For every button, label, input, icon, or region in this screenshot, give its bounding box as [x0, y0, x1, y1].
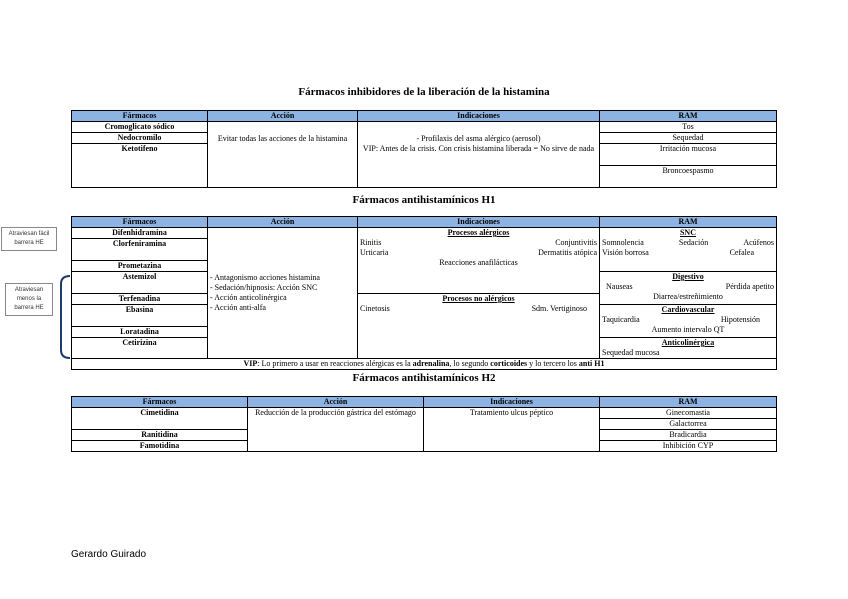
header-farmacos: Fármacos — [72, 397, 248, 408]
vision: Visión borrosa — [602, 248, 649, 257]
accion-cell — [208, 228, 358, 359]
diarrea: Diarrea/estreñimiento — [653, 292, 723, 301]
header-ram: RAM — [600, 397, 777, 408]
accion-line: - Sedación/hipnosis: Acción SNC — [210, 283, 318, 292]
title-h2: Fármacos antihistamínicos H2 — [352, 372, 496, 384]
drug-cell: Ebasina — [72, 305, 208, 327]
drug-cell: Nedocromilo — [72, 133, 208, 144]
cinetosis: Cinetosis — [360, 304, 390, 313]
drug-cell: Ketotifeno — [72, 144, 208, 188]
sequedad: Sequedad mucosa — [602, 348, 660, 357]
digestivo-heading: Digestivo — [672, 272, 704, 281]
drug-cell: Cetirizina — [72, 338, 208, 359]
drug-cell: Prometazina — [72, 261, 208, 272]
indicaciones-cell — [358, 122, 600, 188]
conjuntivitis: Conjuntivitis — [555, 238, 597, 247]
rinitis: Rinitis — [360, 238, 382, 247]
cardio-heading: Cardiovascular — [661, 305, 715, 314]
header-farmacos: Fármacos — [72, 217, 208, 228]
ram-cell: Tos — [600, 122, 777, 133]
urticaria: Urticaria — [360, 248, 389, 257]
accion-cell: Reducción de la producción gástrica del estómago — [248, 408, 424, 452]
taquicardia: Taquicardia — [602, 315, 640, 324]
indicaciones-cell: Tratamiento ulcus péptico — [424, 408, 600, 452]
header-ram: RAM — [600, 217, 777, 228]
header-accion: Acción — [248, 397, 424, 408]
procesos-no-alergicos-cell — [358, 294, 600, 359]
drug-cell: Loratadina — [72, 327, 208, 338]
accion-line: - Antagonismo acciones histamina — [210, 273, 320, 282]
sedacion: Sedación — [678, 238, 709, 247]
title-h1: Fármacos antihistamínicos H1 — [352, 194, 496, 206]
cefalea: Cefalea — [729, 248, 754, 257]
apetito: Pérdida apetito — [725, 282, 774, 291]
drug-cell: Famotidina — [72, 441, 248, 452]
table-h1 — [71, 216, 777, 370]
drug-cell: Astemizol — [72, 272, 208, 294]
ind-line: VIP: Antes de la crisis. Con crisis histamina liberada = No sirve de nada — [362, 144, 595, 153]
header-ram: RAM — [600, 111, 777, 122]
title-liberacion: Fármacos inhibidores de la liberación de la histamina — [298, 86, 550, 98]
footer-author: Gerardo Guirado — [71, 549, 147, 560]
hipotension: Hipotensión — [720, 315, 760, 324]
ram-cell: Irritación mucosa — [600, 144, 777, 166]
acufenos: Acúfenos — [743, 238, 774, 247]
accion-cell: Evitar todas las acciones de la histamina — [208, 122, 358, 188]
table-h2 — [71, 396, 777, 452]
header-indicaciones: Indicaciones — [358, 217, 600, 228]
ram-cell: Bradicardia — [600, 430, 777, 441]
accion-line: - Acción anticolinérgica — [210, 293, 287, 302]
ram-cardio-cell — [600, 305, 777, 338]
anticol-heading: Anticolinérgica — [661, 338, 715, 347]
bracket-icon — [56, 274, 72, 360]
ram-snc-cell — [600, 228, 777, 272]
qt: Aumento intervalo QT — [651, 325, 725, 334]
vip-note: VIP: Lo primero a usar en reacciones alérgicas es la adrenalina, lo segundo corticoides y lo tercero los anti H1 — [72, 359, 777, 370]
drug-cell: Ranitidina — [72, 430, 248, 441]
header-indicaciones: Indicaciones — [424, 397, 600, 408]
ram-cell: Ginecomastia — [600, 408, 777, 419]
drug-cell: Difenhidramina — [72, 228, 208, 239]
header-accion: Acción — [208, 217, 358, 228]
ram-anticol-cell — [600, 338, 777, 359]
drug-cell: Clorfeniramina — [72, 239, 208, 261]
header-farmacos: Fármacos — [72, 111, 208, 122]
snc-heading: SNC — [679, 228, 696, 237]
ram-cell: Inhibición CYP — [600, 441, 777, 452]
procesos-alergicos-heading: Procesos alérgicos — [447, 228, 510, 237]
header-indicaciones: Indicaciones — [358, 111, 600, 122]
header-accion: Acción — [208, 111, 358, 122]
somnolencia: Somnolencia — [602, 238, 644, 247]
procesos-no-heading: Procesos no alérgicos — [442, 294, 515, 303]
drug-cell: Cromoglicato sódico — [72, 122, 208, 133]
drug-cell: Terfenadina — [72, 294, 208, 305]
table-inhibidores — [71, 110, 777, 188]
dermatitis: Dermatitis atópica — [538, 248, 597, 257]
ram-cell: Galactorrea — [600, 419, 777, 430]
accion-line: - Acción anti-alfa — [210, 303, 266, 312]
ram-cell: Sequedad — [600, 133, 777, 144]
drug-cell: Cimetidina — [72, 408, 248, 430]
note-menos-barrera: Atraviesan menos la barrera HE — [5, 283, 53, 316]
ram-digestivo-cell — [600, 272, 777, 305]
nauseas: Nauseas — [606, 282, 633, 291]
ram-cell: Broncoespasmo — [600, 166, 777, 188]
reacciones: Reacciones anafilácticas — [439, 258, 518, 267]
procesos-alergicos-cell — [358, 228, 600, 294]
ind-line: - Profilaxis del asma alérgico (aerosol) — [416, 134, 541, 143]
note-facil-barrera: Atraviesan fácil barrera HE — [1, 227, 57, 251]
vertiginoso: Sdm. Vertiginoso — [531, 304, 587, 313]
